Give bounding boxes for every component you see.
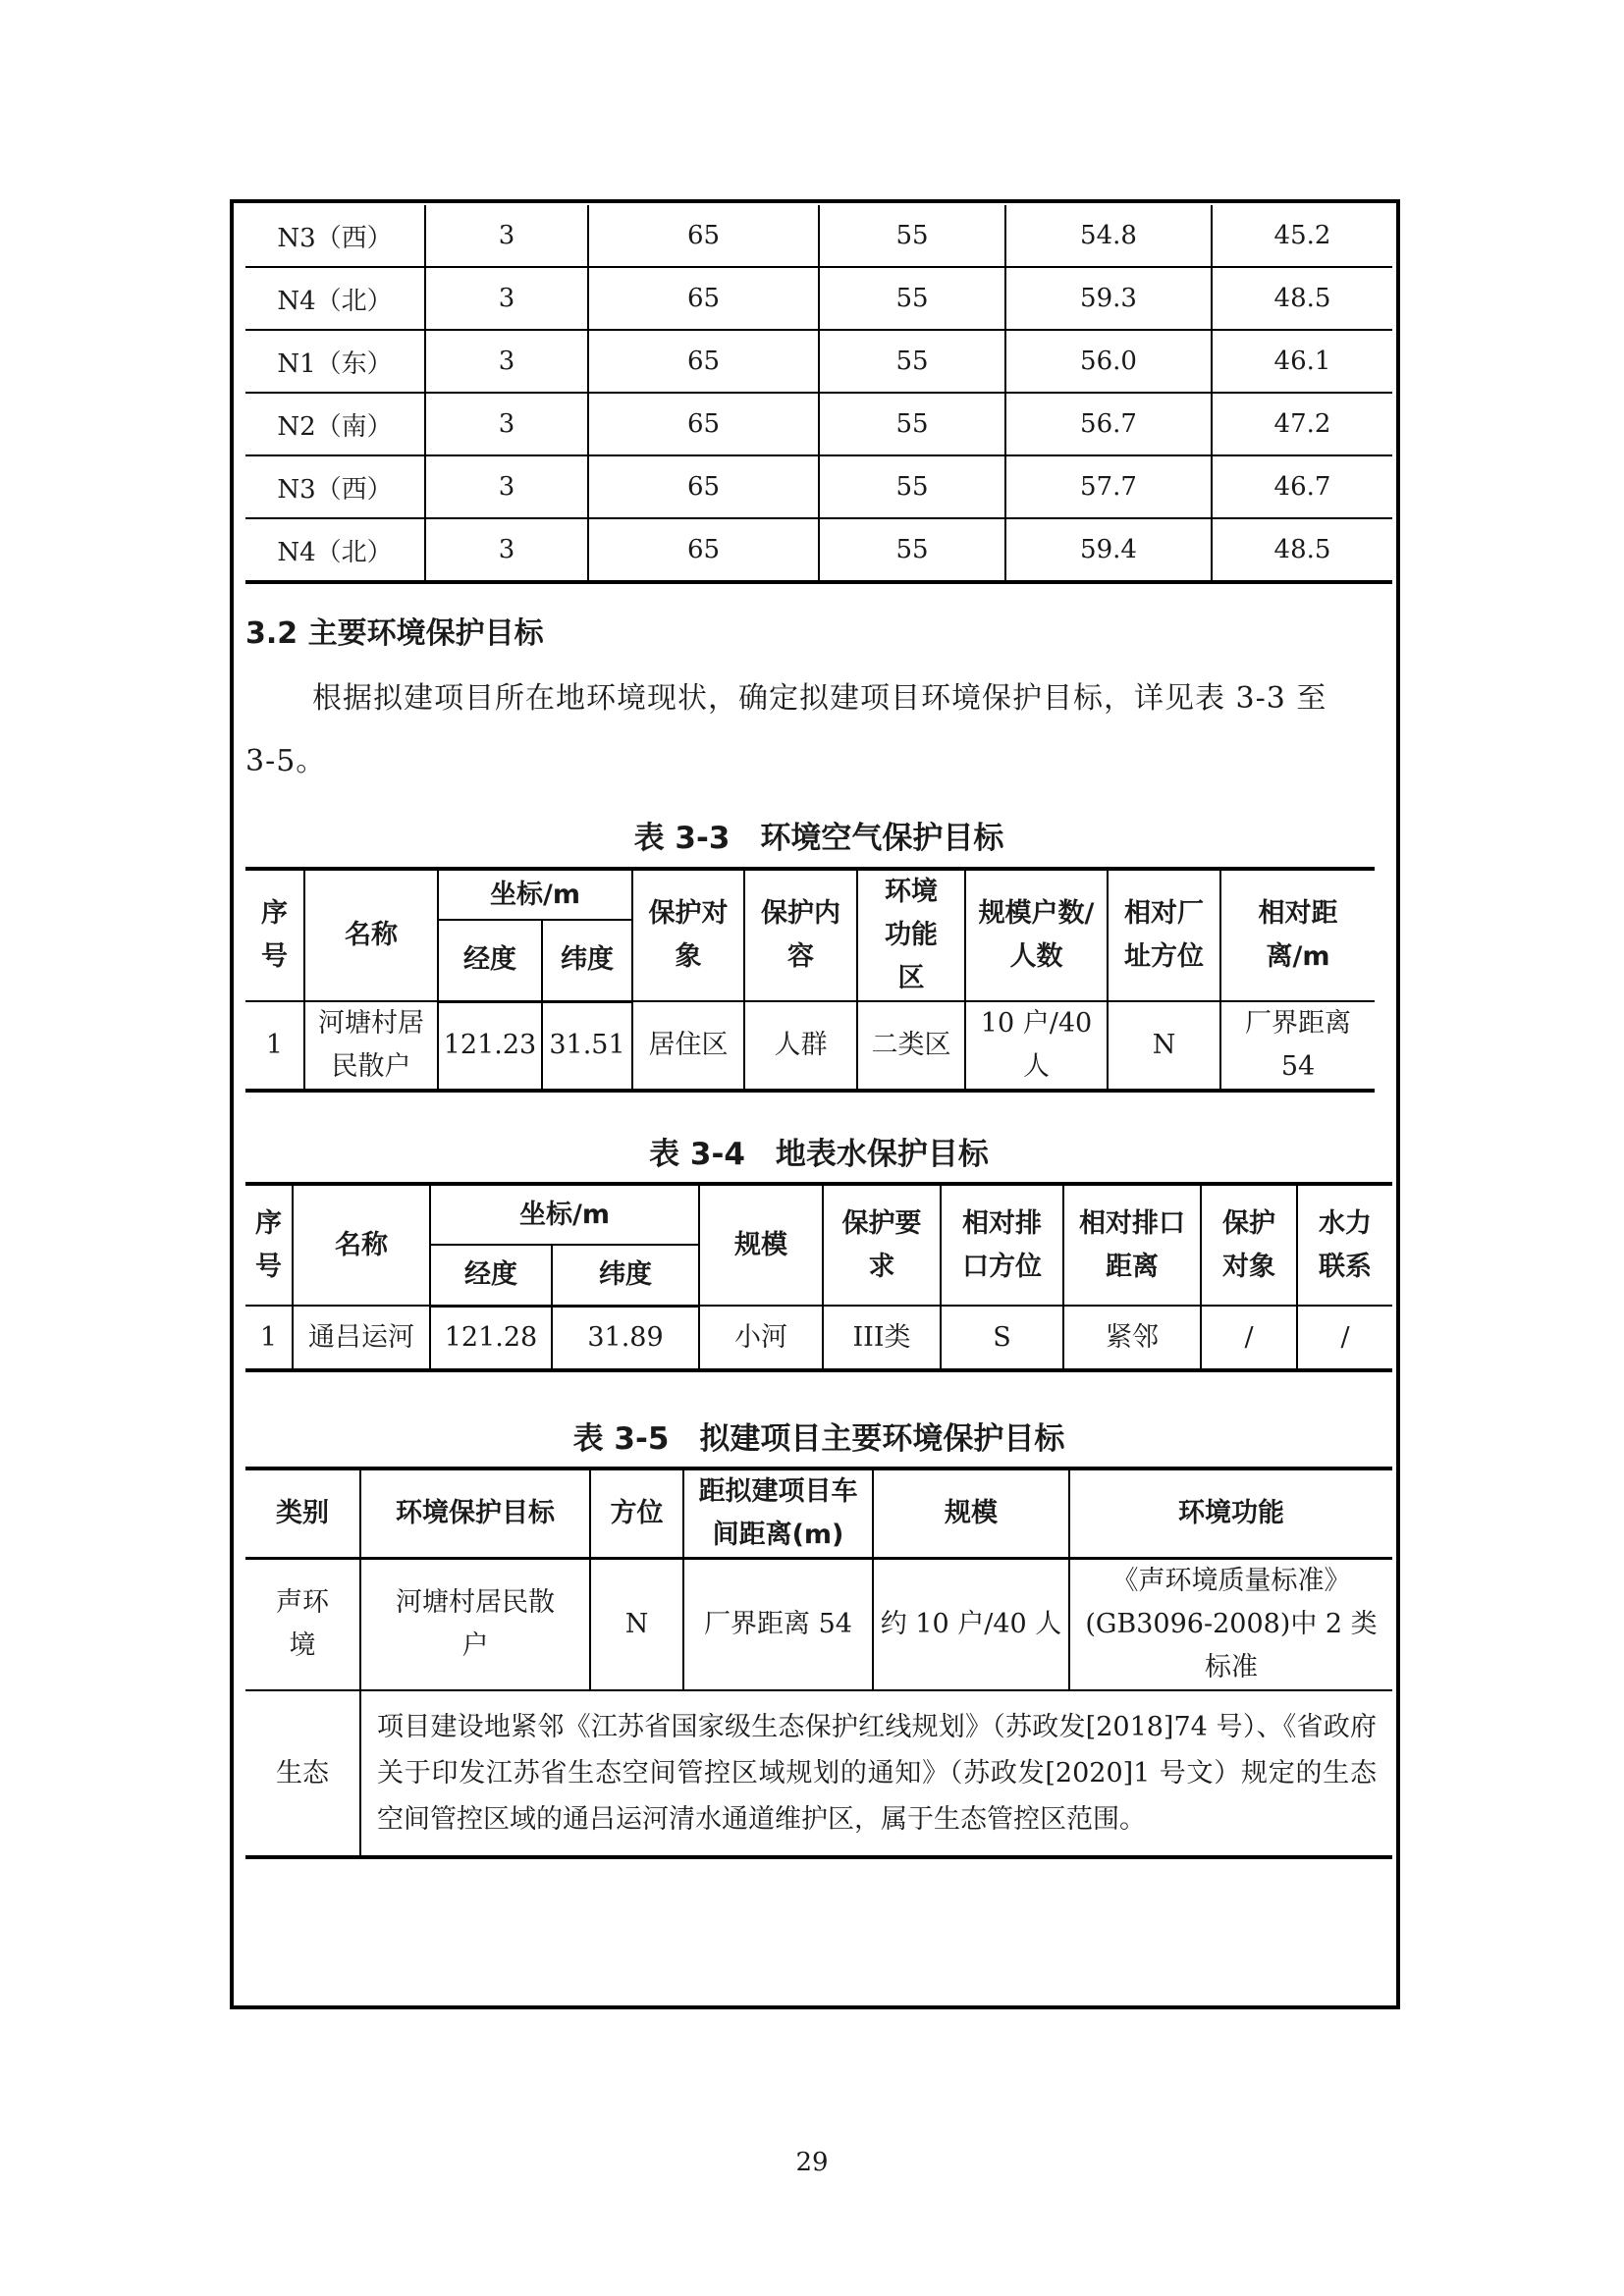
noise-cell-duration: 3 <box>425 518 588 582</box>
t35-h-distance: 距拟建项目车间距离(m) <box>683 1468 873 1559</box>
noise-cell-day-limit: 65 <box>588 518 819 582</box>
noise-cell-day-value: 56.0 <box>1005 330 1212 393</box>
t33-h-distance: 相对距离/m <box>1220 869 1375 1001</box>
t33-h-target: 保护对象 <box>632 869 744 1001</box>
section-heading: 3.2 主要环境保护目标 <box>245 616 544 651</box>
t33-seq: 1 <box>245 1001 304 1091</box>
noise-cell-night-value: 48.5 <box>1212 267 1392 330</box>
t33-h-coord: 坐标/m <box>438 869 632 920</box>
noise-cell-night-value: 47.2 <box>1212 393 1392 455</box>
noise-cell-day-limit: 65 <box>588 393 819 455</box>
noise-cell-night-value: 46.7 <box>1212 455 1392 518</box>
table35 <box>245 1467 1392 1859</box>
noise-cell-day-value: 59.3 <box>1005 267 1212 330</box>
t35-direction: N <box>590 1559 683 1691</box>
t33-h-lon: 经度 <box>438 920 542 1001</box>
t34-outlet-dir: S <box>941 1306 1063 1370</box>
t33-content: 人群 <box>744 1001 857 1091</box>
t35-h-function: 环境功能 <box>1069 1468 1392 1559</box>
t34-h-hydraulic: 水力联系 <box>1297 1184 1392 1306</box>
t33-h-seq: 序号 <box>245 869 304 1001</box>
noise-cell-night-limit: 55 <box>819 205 1005 267</box>
t35-h-direction: 方位 <box>590 1468 683 1559</box>
t34-h-outlet-dist: 相对排口距离 <box>1063 1184 1201 1306</box>
t33-h-name: 名称 <box>304 869 438 1001</box>
noise-cell-duration: 3 <box>425 267 588 330</box>
noise-cell-day-value: 57.7 <box>1005 455 1212 518</box>
t33-scale: 10 户/40 人 <box>965 1001 1108 1091</box>
t34-h-coord: 坐标/m <box>430 1184 699 1245</box>
t34-h-seq: 序号 <box>245 1184 293 1306</box>
table34 <box>245 1182 1392 1372</box>
noise-cell-point: N4（北） <box>245 518 425 582</box>
noise-cell-night-limit: 55 <box>819 267 1005 330</box>
t34-seq: 1 <box>245 1306 293 1370</box>
intro-paragraph: 根据拟建项目所在地环境现状，确定拟建项目环境保护目标，详见表 3-3 至 3-5。 <box>245 681 1327 778</box>
t33-distance: 厂界距离 54 <box>1220 1001 1375 1091</box>
noise-cell-day-value: 56.7 <box>1005 393 1212 455</box>
t34-outlet-dist: 紧邻 <box>1063 1306 1201 1370</box>
t33-target: 居住区 <box>632 1001 744 1091</box>
t34-target: / <box>1201 1306 1297 1370</box>
t33-direction: N <box>1108 1001 1220 1091</box>
t33-name: 河塘村居民散户 <box>304 1001 438 1091</box>
noise-row <box>245 393 1392 455</box>
t33-h-content: 保护内容 <box>744 869 857 1001</box>
noise-cell-point: N2（南） <box>245 393 425 455</box>
noise-cell-night-limit: 55 <box>819 518 1005 582</box>
noise-cell-duration: 3 <box>425 205 588 267</box>
noise-cell-night-value: 48.5 <box>1212 518 1392 582</box>
t33-lat: 31.51 <box>542 1001 632 1091</box>
t34-h-target: 保护对象 <box>1201 1184 1297 1306</box>
noise-cell-night-value: 46.1 <box>1212 330 1392 393</box>
noise-cell-point: N3（西） <box>245 455 425 518</box>
noise-cell-day-value: 54.8 <box>1005 205 1212 267</box>
noise-row <box>245 455 1392 518</box>
t34-requirement: III类 <box>823 1306 941 1370</box>
t35-h-target: 环境保护目标 <box>360 1468 590 1559</box>
t34-h-lat: 纬度 <box>552 1245 699 1306</box>
noise-cell-duration: 3 <box>425 455 588 518</box>
noise-cell-duration: 3 <box>425 330 588 393</box>
noise-table-body <box>245 205 1392 582</box>
t35-eco-category: 生态 <box>245 1690 360 1857</box>
t35-target: 河塘村居民散户 <box>360 1559 590 1691</box>
t34-h-requirement: 保护要求 <box>823 1184 941 1306</box>
noise-cell-night-limit: 55 <box>819 330 1005 393</box>
t35-category: 声环境 <box>245 1559 360 1691</box>
noise-row <box>245 518 1392 582</box>
page-number: 29 <box>795 2148 829 2177</box>
table35-caption: 表 3-5 拟建项目主要环境保护目标 <box>572 1421 1065 1457</box>
noise-cell-night-limit: 55 <box>819 455 1005 518</box>
t34-h-scale: 规模 <box>699 1184 823 1306</box>
t35-scale: 约 10 户/40 人 <box>873 1559 1069 1691</box>
t35-eco-text: 项目建设地紧邻《江苏省国家级生态保护红线规划》（苏政发[2018]74 号）、《省政府关于印发江苏省生态空间管控区域规划的通知》（苏政发[2020]1 号文）规定的生态空间管控区域的通吕运河清水通道维护区，属于生态管控区范围。 <box>360 1690 1392 1857</box>
noise-cell-night-value: 45.2 <box>1212 205 1392 267</box>
noise-cell-point: N3（西） <box>245 205 425 267</box>
t34-h-name: 名称 <box>293 1184 430 1306</box>
t33-h-direction: 相对厂址方位 <box>1108 869 1220 1001</box>
t34-lon: 121.28 <box>430 1306 552 1370</box>
t35-h-scale: 规模 <box>873 1468 1069 1559</box>
table33-caption: 表 3-3 环境空气保护目标 <box>633 821 1004 856</box>
table34-caption: 表 3-4 地表水保护目标 <box>649 1137 989 1172</box>
t34-lat: 31.89 <box>552 1306 699 1370</box>
noise-cell-day-limit: 65 <box>588 267 819 330</box>
t34-hydraulic: / <box>1297 1306 1392 1370</box>
t33-zone: 二类区 <box>857 1001 965 1091</box>
t34-scale: 小河 <box>699 1306 823 1370</box>
t33-h-zone: 环境功能区 <box>857 869 965 1001</box>
t35-distance: 厂界距离 54 <box>683 1559 873 1691</box>
t34-h-lon: 经度 <box>430 1245 552 1306</box>
t35-function: 《声环境质量标准》(GB3096-2008)中 2 类标准 <box>1069 1559 1392 1691</box>
t34-name: 通吕运河 <box>293 1306 430 1370</box>
noise-table <box>245 205 1392 584</box>
table33 <box>245 867 1375 1093</box>
noise-row <box>245 205 1392 267</box>
t33-lon: 121.23 <box>438 1001 542 1091</box>
noise-cell-day-limit: 65 <box>588 455 819 518</box>
noise-cell-duration: 3 <box>425 393 588 455</box>
t35-h-category: 类别 <box>245 1468 360 1559</box>
t33-h-scale: 规模户数/人数 <box>965 869 1108 1001</box>
noise-cell-day-limit: 65 <box>588 330 819 393</box>
noise-cell-day-limit: 65 <box>588 205 819 267</box>
noise-cell-point: N1（东） <box>245 330 425 393</box>
t33-h-lat: 纬度 <box>542 920 632 1001</box>
noise-row <box>245 330 1392 393</box>
t34-h-outlet-dir: 相对排口方位 <box>941 1184 1063 1306</box>
noise-cell-point: N4（北） <box>245 267 425 330</box>
noise-row <box>245 267 1392 330</box>
noise-cell-night-limit: 55 <box>819 393 1005 455</box>
noise-cell-day-value: 59.4 <box>1005 518 1212 582</box>
